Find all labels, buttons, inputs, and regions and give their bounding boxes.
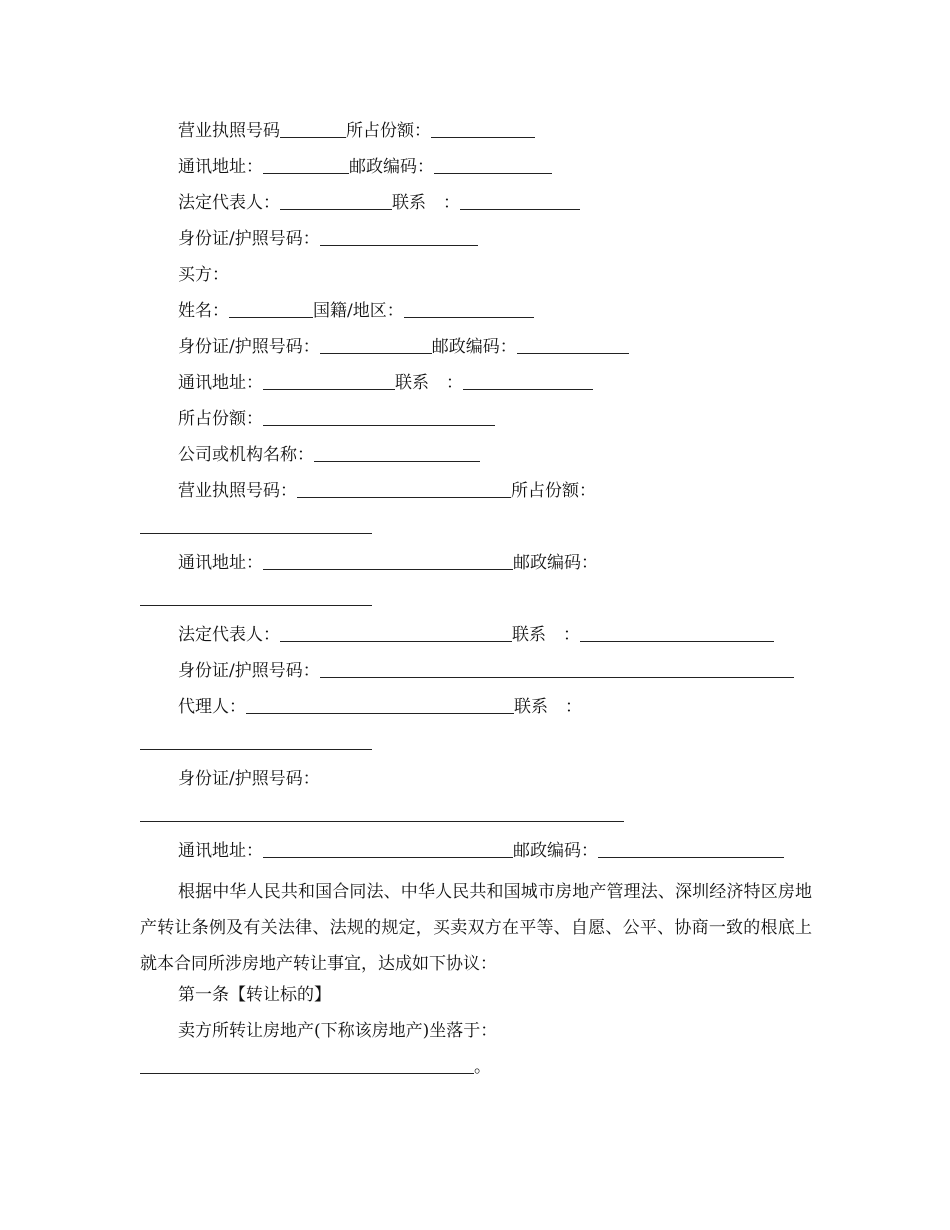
seller-id-field[interactable] (320, 228, 478, 246)
seller-license-line (178, 120, 535, 142)
seller-legalrep-label: 法定代表人： (178, 193, 280, 213)
buyer-contact-label: 联系 ： (395, 373, 463, 393)
buyer-company-label: 公司或机构名称： (178, 445, 314, 465)
seller-address-line (178, 156, 552, 178)
buyer-name-field[interactable] (229, 300, 313, 318)
agent-line (178, 696, 582, 718)
buyer-company-id-line (178, 660, 794, 682)
buyer-legalrep-label: 法定代表人： (178, 625, 280, 645)
seller-license-label: 营业执照号码 (178, 121, 280, 141)
seller-legalrep-line (178, 192, 580, 214)
buyer-address-line (178, 372, 593, 394)
buyer-id-field[interactable] (320, 336, 432, 354)
buyer-nationality-label: 国籍/地区： (313, 301, 404, 321)
buyer-company-address-label: 通讯地址： (178, 553, 263, 573)
buyer-legalrep-line (178, 624, 774, 646)
buyer-company-contact-label: 联系 ： (512, 625, 580, 645)
buyer-company-field[interactable] (314, 444, 480, 462)
agent-postcode-field[interactable] (598, 840, 784, 858)
seller-postcode-label: 邮政编码： (349, 157, 434, 177)
seller-license-field[interactable] (280, 120, 346, 138)
buyer-name-line (178, 300, 534, 322)
buyer-company-address-line (178, 552, 598, 574)
preamble-paragraph: 根据中华人民共和国合同法、中华人民共和国城市房地产管理法、深圳经济特区房地产转让条例及有关法律、法规的规定，买卖双方在平等、自愿、公平、协商一致的根底上就本合同所涉房地产转让事宜，达成如下协议： (140, 882, 812, 974)
buyer-company-share-line (140, 516, 372, 538)
agent-address-line (178, 840, 784, 862)
buyer-id-line (178, 336, 629, 358)
seller-contact-label: 联系 ： (392, 193, 460, 213)
seller-address-field[interactable] (263, 156, 349, 174)
seller-contact-field[interactable] (460, 192, 580, 210)
buyer-company-address-field[interactable] (263, 552, 513, 570)
seller-postcode-field[interactable] (434, 156, 552, 174)
agent-contact-line (140, 732, 372, 754)
buyer-share-label: 所占份额： (178, 409, 263, 429)
agent-id-field-line (140, 804, 624, 826)
buyer-postcode-label: 邮政编码： (431, 337, 517, 357)
buyer-share-line (178, 408, 495, 430)
buyer-company-share-field[interactable] (140, 516, 372, 534)
agent-address-field[interactable] (263, 840, 513, 858)
article1-location-label: 卖方所转让房地产(下称该房地产)坐落于： (178, 1021, 498, 1041)
buyer-license-field[interactable] (297, 480, 511, 498)
agent-postcode-label: 邮政编码： (513, 841, 598, 861)
seller-address-label: 通讯地址： (178, 157, 263, 177)
buyer-address-label: 通讯地址： (178, 373, 263, 393)
buyer-company-postcode-line (140, 588, 372, 610)
buyer-company-line (178, 444, 480, 466)
article1-location-field[interactable] (140, 1056, 474, 1074)
buyer-company-contact-field[interactable] (580, 624, 774, 642)
agent-id-label: 身份证/护照号码： (178, 769, 320, 789)
seller-id-line (178, 228, 478, 250)
buyer-company-postcode-field[interactable] (140, 588, 372, 606)
seller-share-field[interactable] (431, 120, 535, 138)
article1-end-mark: 。 (474, 1057, 491, 1077)
buyer-postcode-field[interactable] (517, 336, 629, 354)
buyer-id-label: 身份证/护照号码： (178, 337, 320, 357)
buyer-company-share-label: 所占份额： (511, 481, 596, 501)
buyer-name-label: 姓名： (178, 301, 229, 321)
buyer-heading: 买方： (178, 265, 229, 285)
buyer-license-line (178, 480, 596, 502)
buyer-share-field[interactable] (263, 408, 495, 426)
agent-id-field[interactable] (140, 804, 624, 822)
agent-address-label: 通讯地址： (178, 841, 263, 861)
buyer-company-id-field[interactable] (320, 660, 794, 678)
buyer-address-field[interactable] (263, 372, 395, 390)
agent-field[interactable] (246, 696, 514, 714)
agent-contact-label: 联系 ： (514, 697, 582, 717)
seller-legalrep-field[interactable] (280, 192, 392, 210)
buyer-legalrep-field[interactable] (280, 624, 512, 642)
buyer-company-id-label: 身份证/护照号码： (178, 661, 320, 681)
buyer-nationality-field[interactable] (404, 300, 534, 318)
agent-contact-field[interactable] (140, 732, 372, 750)
seller-share-label: 所占份额： (346, 121, 431, 141)
article1-title: 第一条【转让标的】 (178, 985, 331, 1005)
buyer-company-postcode-label: 邮政编码： (513, 553, 598, 573)
buyer-license-label: 营业执照号码： (178, 481, 297, 501)
article1-location-line (140, 1056, 491, 1078)
agent-id-line (178, 768, 320, 790)
agent-label: 代理人： (178, 697, 246, 717)
seller-id-label: 身份证/护照号码： (178, 229, 320, 249)
buyer-contact-field[interactable] (463, 372, 593, 390)
